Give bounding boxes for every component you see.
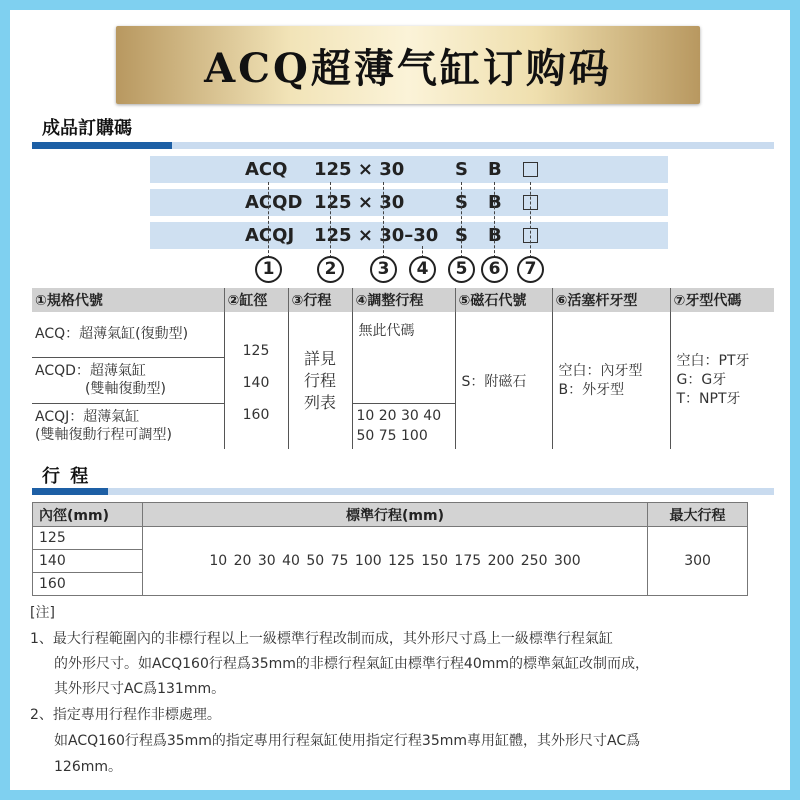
marker-2: 2 [317,256,344,283]
marker-6: 6 [481,256,508,283]
note-2-line-2: 如ACQ160行程爲35mm的指定專用行程氣缸使用指定行程35mm專用缸體，其外形尺寸AC爲 [54,733,641,749]
code-size: 125 × 30–30 [314,225,439,246]
spec-rod-type [552,312,670,449]
thread-code-line: 空白：PT牙 [676,353,750,369]
code-model: ACQD [245,192,303,213]
code-row-acqj [150,222,668,249]
note-2-line-3: 126mm。 [54,759,122,775]
code-rod: B [488,192,502,213]
spec-bores [224,312,288,449]
marker-4: 4 [409,256,436,283]
page [10,10,790,790]
section-title-stroke: 行 程 [42,466,91,487]
code-magnet: S [455,159,468,180]
code-model: ACQJ [245,225,295,246]
note-2-line-1: 2、指定專用行程作非標處理。 [30,707,221,723]
code-row-acqd [150,189,668,216]
code-row-acq [150,156,668,183]
stroke-header: 內徑(mm) [33,503,143,527]
leader-line [461,182,462,258]
code-size: 125 × 30 [314,159,405,180]
marker-3: 3 [370,256,397,283]
code-rod: B [488,159,502,180]
spec-header: ⑤磁石代號 [455,288,552,312]
thread-code-line: T：NPT牙 [676,391,741,407]
spec-thread-code [670,312,774,449]
stroke-header: 最大行程 [648,503,748,527]
marker-1: 1 [255,256,282,283]
code-magnet: S [455,225,468,246]
title-banner [116,26,700,104]
code-rod: B [488,225,502,246]
spec-model-acqd [32,357,224,403]
bore-value: 140 [242,374,270,391]
note-1-line-1: 1、最大行程範圍內的非標行程以上一級標準行程改制而成，其外形尺寸爲上一級標準行程氣缸 [30,631,613,647]
note-1-line-2: 的外形尺寸。如ACQ160行程爲35mm的非標行程氣缸由標準行程40mm的標準氣缸改制而成， [54,656,650,672]
model-line: (雙軸復動型) [85,381,166,397]
stroke-bore: 160 [33,573,143,596]
spec-header: ⑦牙型代碼 [670,288,774,312]
code-model: ACQ [245,159,288,180]
leader-line [530,182,531,258]
spec-header: ③行程 [288,288,352,312]
model-line: ACQD：超薄氣缸 [35,363,146,379]
banner-title: ACQ超薄气缸订购码 [204,44,612,92]
code-magnet: S [455,192,468,213]
model-line: ACQJ：超薄氣缸 [35,409,140,426]
spec-table [32,288,774,449]
thread-code-line: G：G牙 [676,372,727,388]
model-line: (雙軸復動行程可調型) [35,427,172,444]
stroke-standard-values: 10 20 30 40 50 75 100 125 150 175 200 250 300 [142,527,647,596]
spec-model-acqj [32,403,224,449]
spec-header: ④調整行程 [352,288,455,312]
spec-model-acq [32,312,224,357]
spec-magnet: S：附磁石 [455,312,552,449]
adjust-values-line: 10 20 30 40 [356,408,442,425]
bore-value: 160 [242,406,270,423]
leader-line [383,182,384,258]
section-divider [32,488,774,495]
spec-adjust-none: 無此代碼 [352,312,455,403]
code-thread-box [523,162,538,177]
model-line: ACQ：超薄氣缸(復動型) [35,326,189,343]
spec-header: ①規格代號 [32,288,224,312]
stroke-header: 標準行程(mm) [142,503,647,527]
section-title-order-code: 成品訂購碼 [42,118,132,139]
rod-type-line: B：外牙型 [558,381,625,398]
stroke-bore: 125 [33,527,143,550]
section-divider [32,142,774,149]
rod-type-line: 空白：內牙型 [558,362,643,379]
marker-5: 5 [448,256,475,283]
spec-stroke-ref [288,312,352,449]
leader-line [268,182,269,258]
leader-line [494,182,495,258]
stroke-ref-line: 列表 [303,392,336,412]
adjust-values-line: 50 75 100 [356,428,428,445]
marker-7: 7 [517,256,544,283]
stroke-ref-line: 行程 [303,370,336,390]
spec-header: ⑥活塞杆牙型 [552,288,670,312]
spec-header: ②缸徑 [224,288,288,312]
leader-line [330,182,331,258]
stroke-max-value: 300 [648,527,748,596]
stroke-table [32,502,748,596]
code-size: 125 × 30 [314,192,405,213]
stroke-bore: 140 [33,550,143,573]
bore-value: 125 [242,342,270,359]
note-1-line-3: 其外形尺寸AC爲131mm。 [54,681,226,697]
stroke-ref-line: 詳見 [303,348,336,368]
spec-adjust-values [352,403,455,449]
notes-label: [注] [30,605,55,621]
